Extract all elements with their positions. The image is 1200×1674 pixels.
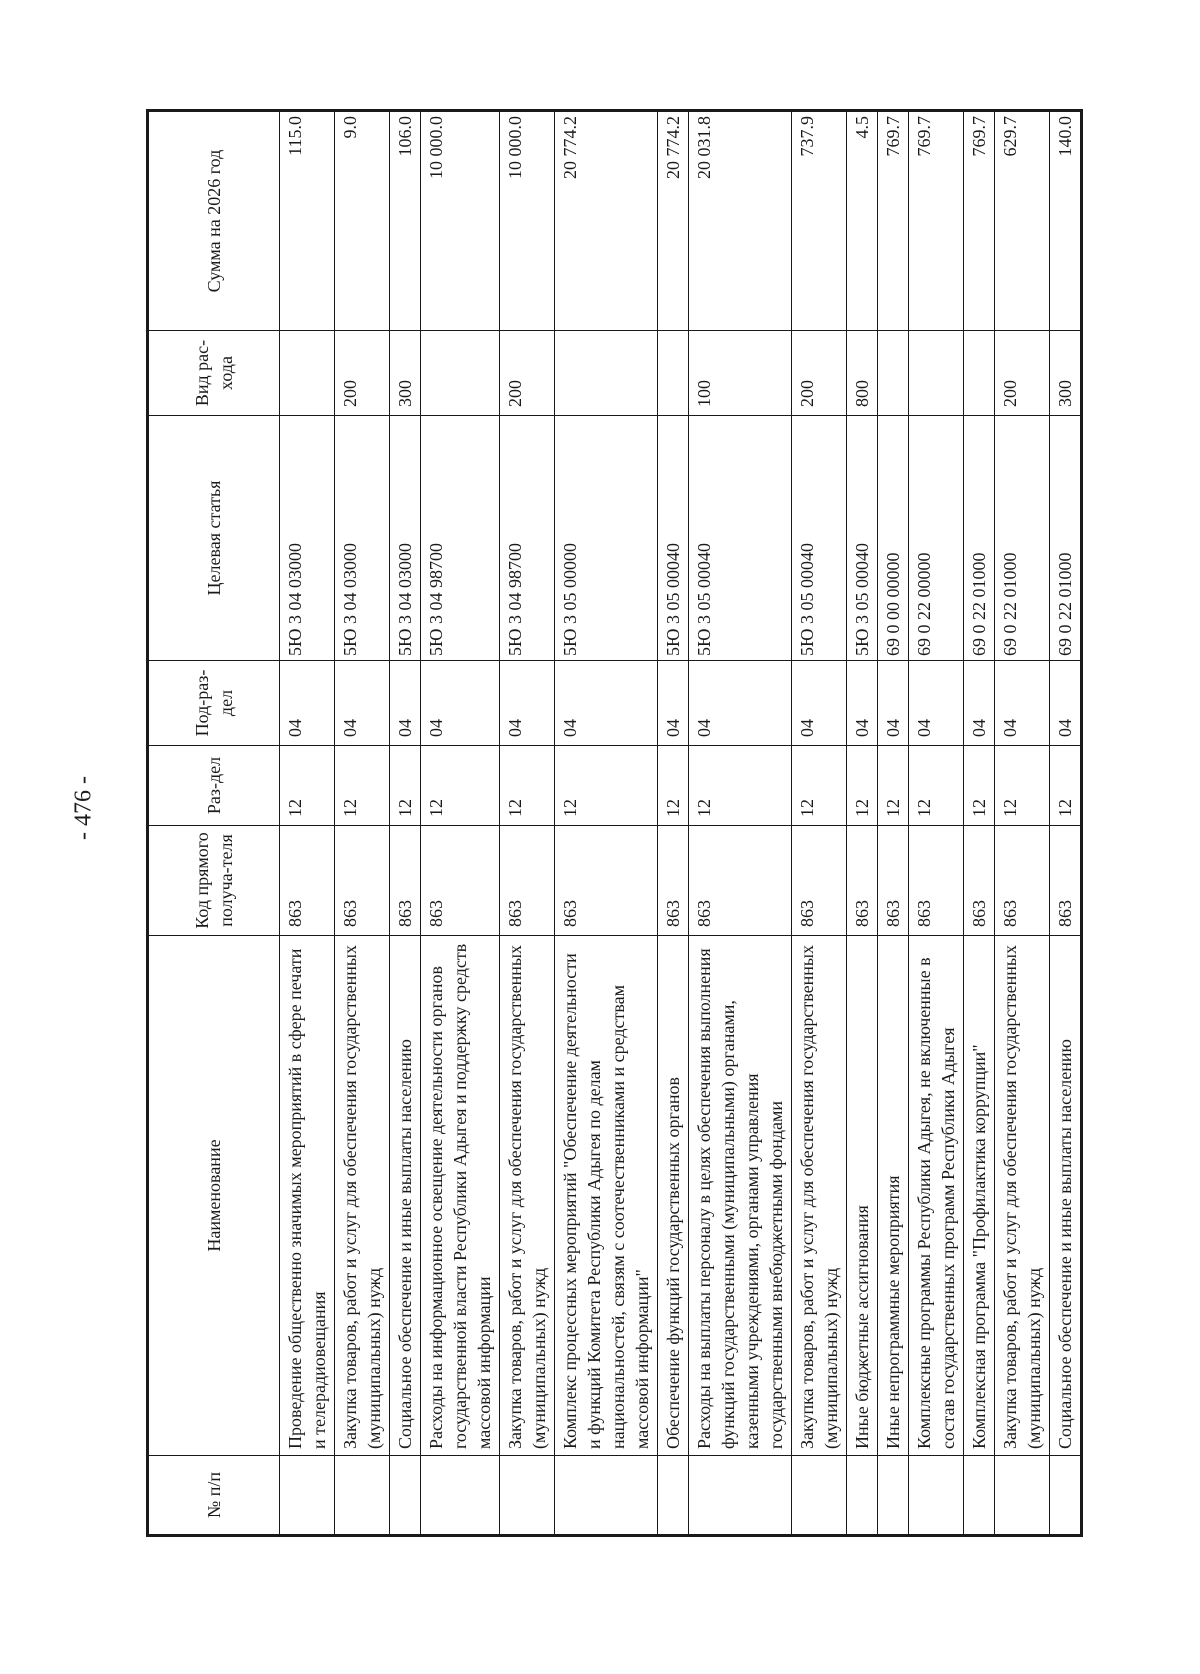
cell-num: [390, 1456, 421, 1536]
table-row: [1050, 111, 1082, 1536]
cell-code: 863: [1050, 826, 1082, 936]
cell-article: 5Ю 3 04 03000: [335, 416, 390, 661]
header-num: № п/п: [148, 1456, 280, 1536]
cell-num: [335, 1456, 390, 1536]
cell-num: [792, 1456, 847, 1536]
cell-num: [555, 1456, 658, 1536]
table-row: [847, 111, 878, 1536]
cell-code: 863: [995, 826, 1050, 936]
table-row: [500, 111, 555, 1536]
cell-razdel: 12: [280, 746, 335, 826]
cell-podrazdel: 04: [1050, 661, 1082, 746]
cell-razdel: 12: [1050, 746, 1082, 826]
cell-num: [500, 1456, 555, 1536]
cell-code: 863: [500, 826, 555, 936]
cell-sum: 106.0: [390, 111, 421, 331]
cell-razdel: 12: [689, 746, 792, 826]
table-header: [148, 111, 280, 1536]
cell-podrazdel: 04: [335, 661, 390, 746]
table-row: [390, 111, 421, 1536]
cell-vid: 100: [689, 331, 792, 416]
cell-sum: 9.0: [335, 111, 390, 331]
cell-name: Проведение общественно значимых мероприятий в сфере печати и телерадиовещания: [280, 936, 335, 1456]
cell-code: 863: [280, 826, 335, 936]
cell-vid: [280, 331, 335, 416]
cell-article: 69 0 22 01000: [1050, 416, 1082, 661]
header-name: Наименование: [148, 936, 280, 1456]
cell-podrazdel: 04: [964, 661, 995, 746]
cell-podrazdel: 04: [847, 661, 878, 746]
page-number: - 476 -: [70, 776, 97, 840]
cell-code: 863: [658, 826, 689, 936]
cell-vid: 200: [500, 331, 555, 416]
cell-podrazdel: 04: [878, 661, 909, 746]
header-podrazdel: Под-раз-дел: [148, 661, 280, 746]
cell-sum: 769.7: [878, 111, 909, 331]
cell-vid: [421, 331, 500, 416]
cell-sum: 769.7: [964, 111, 995, 331]
table-row: [335, 111, 390, 1536]
cell-sum: 140.0: [1050, 111, 1082, 331]
cell-sum: 115.0: [280, 111, 335, 331]
cell-name: Комплексные программы Республики Адыгея, не включенные в состав государственных программ Республики Адыгея: [909, 936, 964, 1456]
cell-code: 863: [847, 826, 878, 936]
cell-sum: 20 774.2: [555, 111, 658, 331]
cell-sum: 10 000.0: [500, 111, 555, 331]
cell-podrazdel: 04: [995, 661, 1050, 746]
cell-razdel: 12: [909, 746, 964, 826]
cell-podrazdel: 04: [555, 661, 658, 746]
cell-sum: 20 774.2: [658, 111, 689, 331]
cell-razdel: 12: [995, 746, 1050, 826]
cell-article: 5Ю 3 05 00040: [658, 416, 689, 661]
cell-article: 5Ю 3 05 00000: [555, 416, 658, 661]
cell-article: 69 0 22 01000: [964, 416, 995, 661]
cell-name: Закупка товаров, работ и услуг для обеспечения государственных (муниципальных) нужд: [792, 936, 847, 1456]
cell-num: [1050, 1456, 1082, 1536]
cell-vid: 200: [792, 331, 847, 416]
cell-name: Социальное обеспечение и иные выплаты населению: [390, 936, 421, 1456]
cell-vid: 800: [847, 331, 878, 416]
cell-num: [964, 1456, 995, 1536]
cell-article: 69 0 22 01000: [995, 416, 1050, 661]
table-row: [555, 111, 658, 1536]
cell-num: [658, 1456, 689, 1536]
cell-num: [421, 1456, 500, 1536]
cell-razdel: 12: [658, 746, 689, 826]
table-row: [792, 111, 847, 1536]
cell-code: 863: [909, 826, 964, 936]
cell-article: 5Ю 3 05 00040: [689, 416, 792, 661]
cell-num: [995, 1456, 1050, 1536]
cell-name: Комплексная программа "Профилактика коррупции": [964, 936, 995, 1456]
cell-name: Расходы на информационное освещение деятельности органов государственной власти Республики Адыгея и поддержку средств массовой информации: [421, 936, 500, 1456]
cell-code: 863: [421, 826, 500, 936]
cell-podrazdel: 04: [500, 661, 555, 746]
cell-vid: 300: [1050, 331, 1082, 416]
cell-num: [878, 1456, 909, 1536]
cell-razdel: 12: [847, 746, 878, 826]
cell-name: Закупка товаров, работ и услуг для обеспечения государственных (муниципальных) нужд: [995, 936, 1050, 1456]
cell-razdel: 12: [964, 746, 995, 826]
cell-code: 863: [964, 826, 995, 936]
cell-sum: 629.7: [995, 111, 1050, 331]
table-row: [964, 111, 995, 1536]
cell-sum: 20 031.8: [689, 111, 792, 331]
cell-razdel: 12: [421, 746, 500, 826]
cell-article: 5Ю 3 05 00040: [792, 416, 847, 661]
cell-sum: 737.9: [792, 111, 847, 331]
cell-code: 863: [390, 826, 421, 936]
cell-vid: [878, 331, 909, 416]
cell-podrazdel: 04: [280, 661, 335, 746]
cell-name: Иные бюджетные ассигнования: [847, 936, 878, 1456]
cell-name: Социальное обеспечение и иные выплаты населению: [1050, 936, 1082, 1456]
header-article: Целевая статья: [148, 416, 280, 661]
cell-name: Закупка товаров, работ и услуг для обеспечения государственных (муниципальных) нужд: [335, 936, 390, 1456]
cell-podrazdel: 04: [792, 661, 847, 746]
cell-sum: 769.7: [909, 111, 964, 331]
table-row: [658, 111, 689, 1536]
cell-name: Комплекс процессных мероприятий "Обеспечение деятельности и функций Комитета Республики Адыгея по делам национальностей, связям с соотечественниками и средствам массовой информации": [555, 936, 658, 1456]
cell-article: 69 0 22 00000: [909, 416, 964, 661]
cell-vid: [909, 331, 964, 416]
cell-razdel: 12: [792, 746, 847, 826]
cell-code: 863: [792, 826, 847, 936]
cell-article: 5Ю 3 04 03000: [280, 416, 335, 661]
cell-num: [847, 1456, 878, 1536]
cell-vid: 200: [995, 331, 1050, 416]
cell-vid: [555, 331, 658, 416]
cell-article: 5Ю 3 04 03000: [390, 416, 421, 661]
cell-razdel: 12: [500, 746, 555, 826]
cell-podrazdel: 04: [909, 661, 964, 746]
cell-razdel: 12: [878, 746, 909, 826]
cell-podrazdel: 04: [390, 661, 421, 746]
cell-podrazdel: 04: [689, 661, 792, 746]
table-row: [995, 111, 1050, 1536]
cell-name: Закупка товаров, работ и услуг для обеспечения государственных (муниципальных) нужд: [500, 936, 555, 1456]
cell-name: Обеспечение функций государственных органов: [658, 936, 689, 1456]
cell-sum: 4.5: [847, 111, 878, 331]
table-row: [909, 111, 964, 1536]
cell-vid: 300: [390, 331, 421, 416]
cell-code: 863: [878, 826, 909, 936]
cell-num: [689, 1456, 792, 1536]
cell-vid: [964, 331, 995, 416]
cell-vid: [658, 331, 689, 416]
table-row: [280, 111, 335, 1536]
cell-razdel: 12: [555, 746, 658, 826]
header-sum: Сумма на 2026 год: [148, 111, 280, 331]
cell-num: [909, 1456, 964, 1536]
cell-article: 5Ю 3 05 00040: [847, 416, 878, 661]
cell-podrazdel: 04: [421, 661, 500, 746]
cell-podrazdel: 04: [658, 661, 689, 746]
cell-article: 5Ю 3 04 98700: [500, 416, 555, 661]
cell-article: 5Ю 3 04 98700: [421, 416, 500, 661]
header-code: Код прямого получа-теля: [148, 826, 280, 936]
rotated-page: [146, 112, 1075, 1537]
cell-razdel: 12: [335, 746, 390, 826]
cell-article: 69 0 00 00000: [878, 416, 909, 661]
cell-name: Расходы на выплаты персоналу в целях обеспечения выполнения функций государственными (муниципальными) органами, казенными учреждениями, органами управления государственными внебюджетными фондами: [689, 936, 792, 1456]
cell-sum: 10 000.0: [421, 111, 500, 331]
cell-code: 863: [555, 826, 658, 936]
header-razdel: Раз-дел: [148, 746, 280, 826]
table-row: [689, 111, 792, 1536]
cell-name: Иные непрограммные мероприятия: [878, 936, 909, 1456]
table-row: [878, 111, 909, 1536]
cell-num: [280, 1456, 335, 1536]
table-row: [421, 111, 500, 1536]
cell-razdel: 12: [390, 746, 421, 826]
table-body: [280, 111, 1082, 1536]
cell-code: 863: [689, 826, 792, 936]
header-vid: Вид рас-хода: [148, 331, 280, 416]
budget-table: [146, 109, 1083, 1537]
cell-vid: 200: [335, 331, 390, 416]
cell-code: 863: [335, 826, 390, 936]
